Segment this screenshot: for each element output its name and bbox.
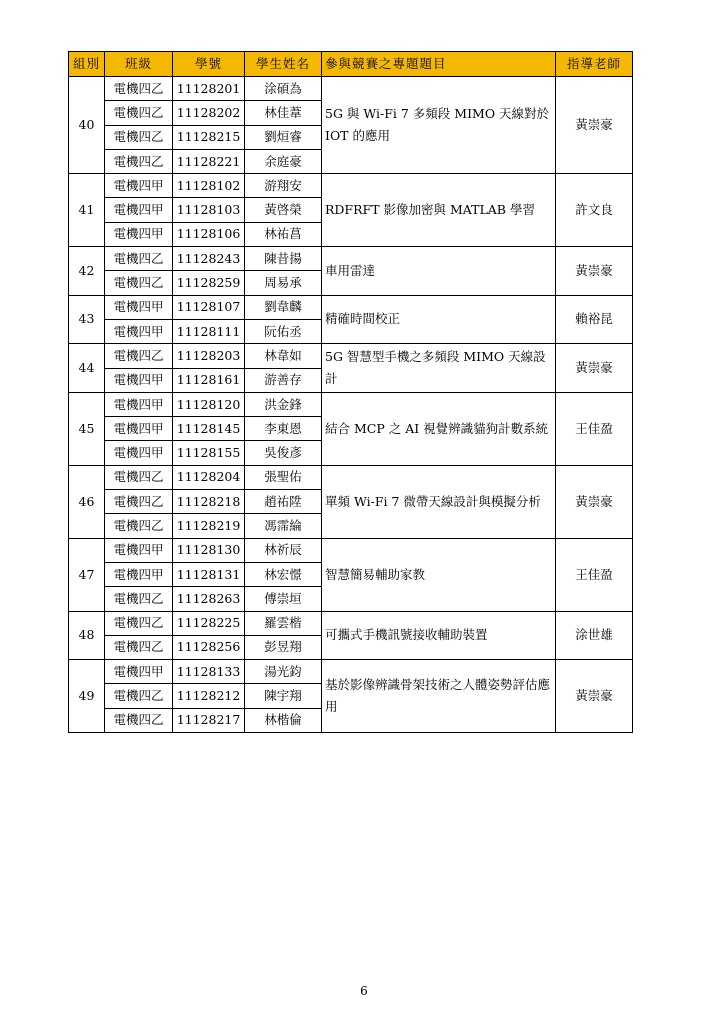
table-row (69, 660, 633, 684)
group-number: 41 (69, 174, 105, 247)
student-id-cell: 11128201 (173, 77, 245, 101)
student-name-cell: 林祐菖 (245, 222, 322, 246)
student-name-cell: 周易承 (245, 271, 322, 295)
header-row (69, 52, 633, 77)
advisor-cell: 黃崇豪 (556, 660, 633, 733)
group-number: 45 (69, 392, 105, 465)
class-cell: 電機四乙 (105, 684, 173, 708)
group-number: 49 (69, 660, 105, 733)
class-cell: 電機四甲 (105, 222, 173, 246)
topic-cell: 5G 智慧型手機之多頻段 MIMO 天線設計 (322, 344, 556, 393)
student-id-cell: 11128259 (173, 271, 245, 295)
class-cell: 電機四乙 (105, 77, 173, 101)
class-cell: 電機四乙 (105, 101, 173, 125)
student-id-cell: 11128219 (173, 514, 245, 538)
student-name-cell: 劉韋麟 (245, 295, 322, 319)
student-name-cell: 李東恩 (245, 417, 322, 441)
header-advisor: 指導老師 (556, 52, 633, 77)
class-cell: 電機四乙 (105, 514, 173, 538)
student-id-cell: 11128131 (173, 562, 245, 586)
project-table (68, 51, 633, 733)
topic-cell: 基於影像辨識骨架技術之人體姿勢評估應用 (322, 660, 556, 733)
student-name-cell: 陳昔揚 (245, 247, 322, 271)
student-id-cell: 11128221 (173, 149, 245, 173)
table-row (69, 174, 633, 198)
student-id-cell: 11128130 (173, 538, 245, 562)
topic-cell: 單頻 Wi-Fi 7 微帶天線設計與模擬分析 (322, 465, 556, 538)
group-number: 48 (69, 611, 105, 660)
student-name-cell: 陳宇翔 (245, 684, 322, 708)
class-cell: 電機四甲 (105, 538, 173, 562)
table-row (69, 538, 633, 562)
advisor-cell: 黃崇豪 (556, 77, 633, 174)
group-number: 44 (69, 344, 105, 393)
class-cell: 電機四乙 (105, 271, 173, 295)
class-cell: 電機四乙 (105, 149, 173, 173)
student-name-cell: 彭昱翔 (245, 635, 322, 659)
student-name-cell: 傅崇垣 (245, 587, 322, 611)
group-number: 40 (69, 77, 105, 174)
student-name-cell: 劉烜睿 (245, 125, 322, 149)
student-id-cell: 11128161 (173, 368, 245, 392)
student-name-cell: 游翔安 (245, 174, 322, 198)
student-name-cell: 羅雲楷 (245, 611, 322, 635)
student-id-cell: 11128155 (173, 441, 245, 465)
class-cell: 電機四乙 (105, 247, 173, 271)
student-id-cell: 11128218 (173, 490, 245, 514)
table-row (69, 344, 633, 368)
header-class: 班級 (105, 52, 173, 77)
class-cell: 電機四甲 (105, 417, 173, 441)
class-cell: 電機四甲 (105, 198, 173, 222)
student-name-cell: 游善存 (245, 368, 322, 392)
group-number: 47 (69, 538, 105, 611)
class-cell: 電機四甲 (105, 319, 173, 343)
topic-cell: 結合 MCP 之 AI 視覺辨識貓狗計數系統 (322, 392, 556, 465)
student-id-cell: 11128256 (173, 635, 245, 659)
table-row (69, 295, 633, 319)
advisor-cell: 黃崇豪 (556, 465, 633, 538)
topic-cell: 智慧簡易輔助家教 (322, 538, 556, 611)
student-name-cell: 趙祐陞 (245, 490, 322, 514)
class-cell: 電機四乙 (105, 587, 173, 611)
student-name-cell: 湯光鈞 (245, 660, 322, 684)
header-student-id: 學號 (173, 52, 245, 77)
group-number: 42 (69, 247, 105, 296)
class-cell: 電機四乙 (105, 490, 173, 514)
student-id-cell: 11128203 (173, 344, 245, 368)
class-cell: 電機四乙 (105, 611, 173, 635)
student-id-cell: 11128225 (173, 611, 245, 635)
student-id-cell: 11128133 (173, 660, 245, 684)
page-number: 6 (360, 984, 368, 998)
table-row (69, 77, 633, 101)
topic-cell: 車用雷達 (322, 247, 556, 296)
group-number: 43 (69, 295, 105, 344)
table-row (69, 465, 633, 489)
class-cell: 電機四甲 (105, 392, 173, 416)
advisor-cell: 黃崇豪 (556, 247, 633, 296)
class-cell: 電機四甲 (105, 660, 173, 684)
topic-cell: 5G 與 Wi-Fi 7 多頻段 MIMO 天線對於 IOT 的應用 (322, 77, 556, 174)
student-id-cell: 11128263 (173, 587, 245, 611)
topic-cell: 可攜式手機訊號接收輔助裝置 (322, 611, 556, 660)
student-id-cell: 11128103 (173, 198, 245, 222)
table-row (69, 247, 633, 271)
advisor-cell: 王佳盈 (556, 538, 633, 611)
class-cell: 電機四甲 (105, 441, 173, 465)
student-name-cell: 黃啓榮 (245, 198, 322, 222)
student-name-cell: 洪金鋒 (245, 392, 322, 416)
student-name-cell: 林佳葦 (245, 101, 322, 125)
student-name-cell: 阮佑丞 (245, 319, 322, 343)
header-student-name: 學生姓名 (245, 52, 322, 77)
student-id-cell: 11128145 (173, 417, 245, 441)
student-id-cell: 11128212 (173, 684, 245, 708)
student-name-cell: 林祈辰 (245, 538, 322, 562)
advisor-cell: 黃崇豪 (556, 344, 633, 393)
student-id-cell: 11128217 (173, 708, 245, 732)
advisor-cell: 賴裕昆 (556, 295, 633, 344)
class-cell: 電機四乙 (105, 344, 173, 368)
student-id-cell: 11128215 (173, 125, 245, 149)
class-cell: 電機四甲 (105, 562, 173, 586)
class-cell: 電機四甲 (105, 295, 173, 319)
student-name-cell: 林宏憬 (245, 562, 322, 586)
table-row (69, 611, 633, 635)
topic-cell: RDFRFT 影像加密與 MATLAB 學習 (322, 174, 556, 247)
student-name-cell: 涂碩為 (245, 77, 322, 101)
student-id-cell: 11128102 (173, 174, 245, 198)
advisor-cell: 王佳盈 (556, 392, 633, 465)
class-cell: 電機四乙 (105, 465, 173, 489)
class-cell: 電機四乙 (105, 635, 173, 659)
advisor-cell: 許文良 (556, 174, 633, 247)
class-cell: 電機四甲 (105, 368, 173, 392)
student-id-cell: 11128111 (173, 319, 245, 343)
student-id-cell: 11128106 (173, 222, 245, 246)
student-name-cell: 余庭豪 (245, 149, 322, 173)
group-number: 46 (69, 465, 105, 538)
student-id-cell: 11128107 (173, 295, 245, 319)
advisor-cell: 涂世雄 (556, 611, 633, 660)
student-name-cell: 林韋如 (245, 344, 322, 368)
student-name-cell: 吳俊彥 (245, 441, 322, 465)
student-name-cell: 張聖佑 (245, 465, 322, 489)
class-cell: 電機四甲 (105, 174, 173, 198)
student-name-cell: 馮霈綸 (245, 514, 322, 538)
header-group: 組別 (69, 52, 105, 77)
class-cell: 電機四乙 (105, 708, 173, 732)
student-id-cell: 11128243 (173, 247, 245, 271)
student-id-cell: 11128204 (173, 465, 245, 489)
class-cell: 電機四乙 (105, 125, 173, 149)
student-id-cell: 11128120 (173, 392, 245, 416)
topic-cell: 精確時間校正 (322, 295, 556, 344)
student-id-cell: 11128202 (173, 101, 245, 125)
header-topic: 參與競賽之專題題目 (322, 52, 556, 77)
table-row (69, 392, 633, 416)
student-name-cell: 林楷倫 (245, 708, 322, 732)
